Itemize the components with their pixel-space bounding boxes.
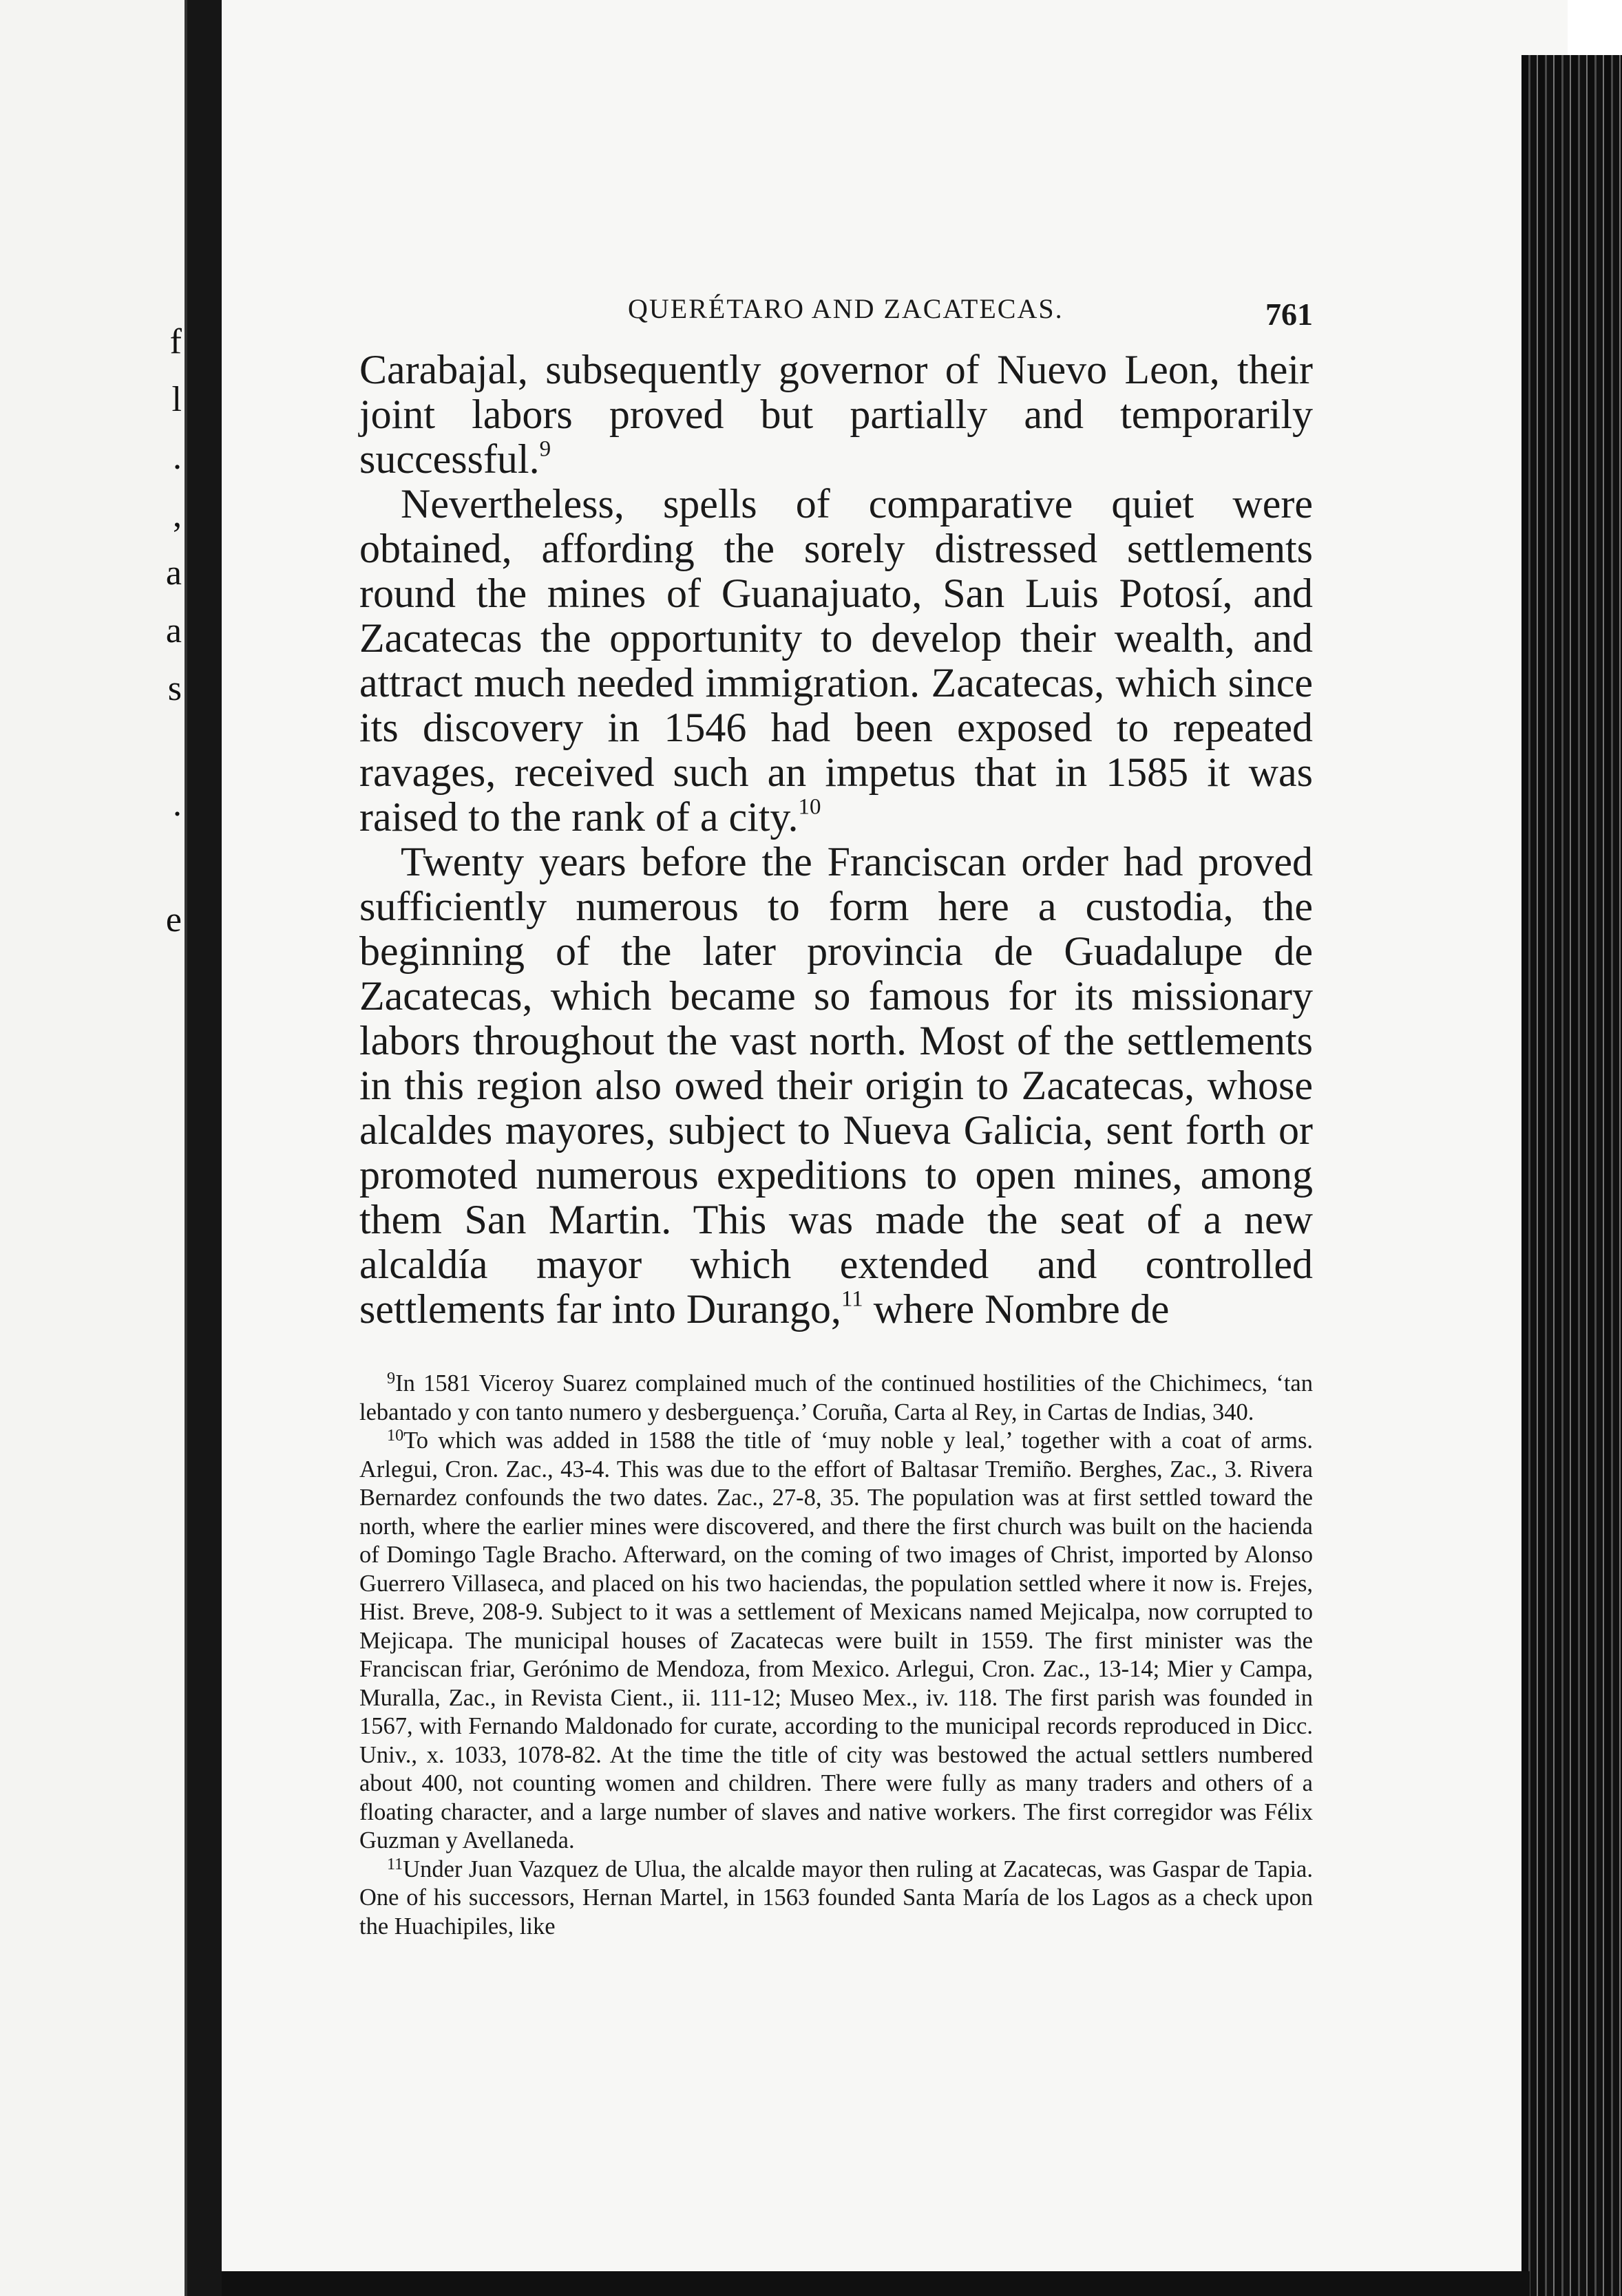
footnote (359, 1427, 1313, 1856)
footnote-ref: 10 (798, 794, 821, 820)
left-page-edge-text: f l . , a a s . e (165, 322, 182, 939)
paragraph: Twenty years before the Franciscan order had proved sufficiently numerous to form here a custodia, the beginning of the later provincia de Guadalupe de Zacatecas, which became so famous for its missionary labors throughout the vast north. Most of the settlements in this region also owed their origin to Zacatecas, whose alcaldes mayores, subject to Nueva Galicia, sent forth or promoted numerous expeditions to open mines, among them San Martin. This was made the seat of a new alcaldía mayor which extended and controlled settlements far into Durango,$^{11}$ where Nombre de (359, 839, 1313, 1332)
book-gutter (187, 0, 222, 2296)
footnotes (359, 1370, 1313, 1941)
page-number: 761 (1265, 297, 1313, 332)
running-title: QUERÉTARO AND ZACATECAS. (628, 293, 1064, 324)
page-edge-stack (1521, 55, 1622, 2296)
footnote-text: Under Juan Vazquez de Ulua, the alcalde mayor then ruling at Zacatecas, was Gaspar de Tapia. One of his successors, Hernan Martel, in 1563 founded Santa María de los Lagos as a check upon the Huachipiles, like (359, 1856, 1313, 1939)
footnote-number: 10 (387, 1426, 404, 1445)
footnote-text: In 1581 Viceroy Suarez complained much of the continued hostilities of the Chichimecs, ‘tan lebantado y con tanto numero y desberguença.’ Coruña, Carta al Rey, in Cartas de Indias, 340. (359, 1370, 1313, 1425)
footnote-ref: 11 (841, 1286, 863, 1312)
paragraph: Carabajal, subsequently governor of Nuevo Leon, their joint labors proved but partially and temporarily successful.$^9$ (359, 347, 1313, 482)
body-text (359, 348, 1313, 1332)
footnote (359, 1856, 1313, 1942)
scan-bottom-edge (222, 2271, 1530, 2296)
text-block (359, 279, 1313, 1941)
footnote (359, 1370, 1313, 1427)
paragraph: Nevertheless, spells of comparative quiet were obtained, affording the sorely distressed settlements round the mines of Guanajuato, San Luis Potosí, and Zacatecas the opportunity to develop their wealth, and attract much needed immigration. Zacatecas, which since its discovery in 1546 had been exposed to repeated ravages, received such an impetus that in 1585 it was raised to the rank of a city.$^{10}$ (359, 481, 1313, 840)
running-head (359, 279, 1313, 334)
footnote-text: To which was added in 1588 the title of ‘muy noble y leal,’ together with a coat of arms. Arlegui, Cron. Zac., 43-4. This was due to the effort of Baltasar Tremiño. Berghes, Zac., 3. Rivera Bernardez confounds the two dates. Zac., 27-8, 35. The population was at first settled toward the north, where the earlier mines were discovered, and there the first church was built on the hacienda of Domingo Tagle Bracho. Afterward, on the coming of two images of Christ, imported by Alonso Guerrero Villaseca, and placed on his two haciendas, the population settled where it now is. Frejes, Hist. Breve, 208-9. Subject to it was a settlement of Mexicans named Mejicalpa, now corrupted to Mejicapa. The municipal houses of Zacatecas were built in 1559. The first minister was the Franciscan friar, Gerónimo de Mendoza, from Mexico. Arlegui, Cron. Zac., 13-14; Mier y Campa, Muralla, Zac., in Revista Cient., ii. 111-12; Museo Mex., iv. 118. The first parish was founded in 1567, with Fernando Maldonado for curate, according to the municipal records reproduced in Dicc. Univ., x. 1033, 1078-82. At the time the title of city was bestowed the actual settlers numbered about 400, not counting women and children. There were fully as many traders and others of a floating character, and a large number of slaves and native workers. The first corregidor was Félix Guzman y Avellaneda. (359, 1427, 1313, 1853)
footnote-number: 9 (387, 1369, 396, 1388)
left-facing-page (0, 0, 187, 2296)
footnote-ref: 9 (539, 436, 551, 462)
footnote-number: 11 (387, 1854, 403, 1873)
